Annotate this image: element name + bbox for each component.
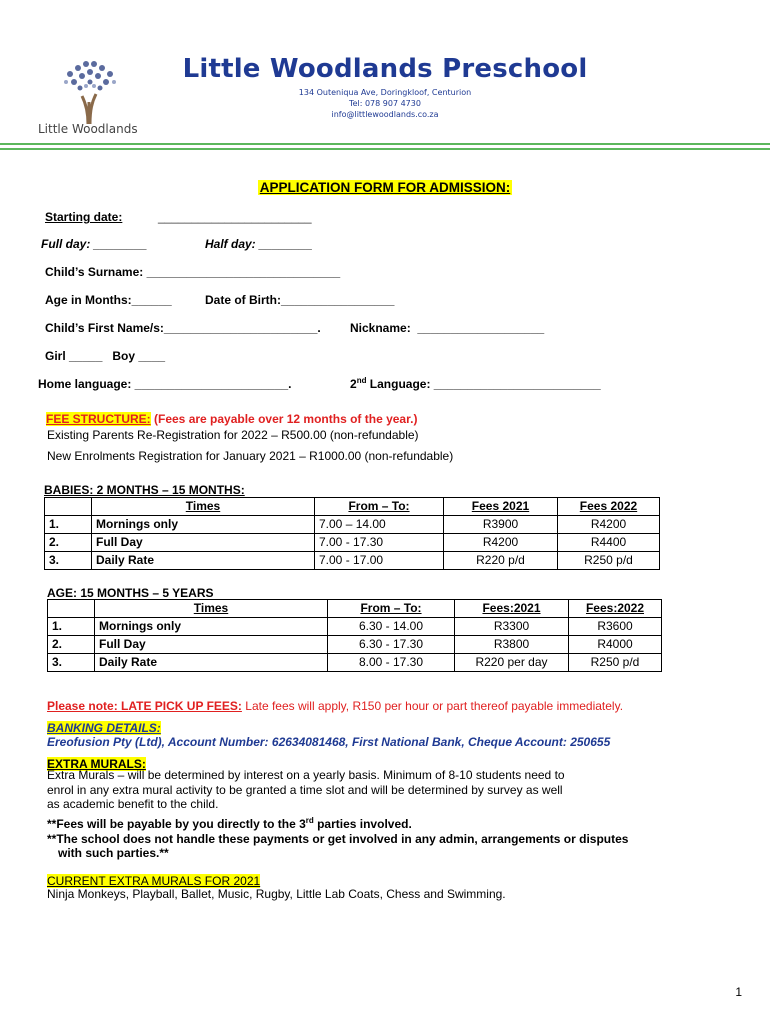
existing-parents-fee: Existing Parents Re-Registration for 2022 – R500.00 (non-refundable) [47, 428, 419, 442]
table-row [48, 618, 662, 636]
table-cell: 2. [45, 534, 92, 552]
table-header: Fees:2021 [455, 600, 569, 618]
school-email: info@littlewoodlands.co.za [331, 110, 439, 119]
extra-murals-notes: **Fees will be payable by you directly to the 3rd parties involved. **The school does not handle these payments or get involved in any admin, arrangements or disputes with such parties.** [47, 816, 629, 860]
current-murals-list: Ninja Monkeys, Playball, Ballet, Music, Rugby, Little Lab Coats, Chess and Swimming. [47, 887, 506, 901]
table-cell: R3900 [444, 516, 558, 534]
table-row [48, 654, 662, 672]
table-header: Fees 2022 [558, 498, 660, 516]
table-row [45, 552, 660, 570]
table-cell: R3600 [569, 618, 662, 636]
table-cell [48, 600, 95, 618]
table-header: Fees 2021 [444, 498, 558, 516]
logo-caption: Little Woodlands [38, 122, 138, 136]
table-cell: R250 p/d [558, 552, 660, 570]
table-cell: 7.00 – 14.00 [315, 516, 444, 534]
table-cell: Full Day [95, 636, 328, 654]
table-cell: R4400 [558, 534, 660, 552]
header-divider-bottom [0, 148, 770, 150]
table-row [48, 600, 662, 618]
table-cell: Mornings only [95, 618, 328, 636]
table-cell: R3800 [455, 636, 569, 654]
banking-details: Ereofusion Pty (Ltd), Account Number: 62634081468, First National Bank, Cheque Account: 250655 [47, 735, 611, 749]
table-cell: R250 p/d [569, 654, 662, 672]
table-row [45, 534, 660, 552]
table-cell: Daily Rate [95, 654, 328, 672]
table-cell: Mornings only [92, 516, 315, 534]
late-pickup-notice: Please note: LATE PICK UP FEES: Late fees will apply, R150 per hour or part thereof payable immediately. [47, 699, 624, 713]
half-day-field[interactable]: Half day: ________ [205, 237, 313, 251]
table-cell: R220 per day [455, 654, 569, 672]
date-of-birth-field[interactable]: Date of Birth:_________________ [205, 293, 395, 307]
age-table-caption: AGE: 15 MONTHS – 5 YEARS [47, 586, 214, 600]
table-header: From – To: [328, 600, 455, 618]
starting-date-field[interactable]: _______________________ [158, 210, 312, 224]
table-cell: Full Day [92, 534, 315, 552]
table-row [45, 498, 660, 516]
table-cell: R3300 [455, 618, 569, 636]
babies-fee-table [44, 497, 660, 570]
table-row [48, 636, 662, 654]
babies-table-caption: BABIES: 2 MONTHS – 15 MONTHS: [44, 483, 245, 497]
age-fee-table [47, 599, 662, 672]
table-cell: 6.30 - 14.00 [328, 618, 455, 636]
table-cell: R220 p/d [444, 552, 558, 570]
table-cell: 1. [45, 516, 92, 534]
table-cell: 6.30 - 17.30 [328, 636, 455, 654]
current-murals-heading: CURRENT EXTRA MURALS FOR 2021 [47, 874, 261, 888]
starting-date-label: Starting date: [45, 210, 123, 224]
school-phone: Tel: 078 907 4730 [349, 99, 421, 108]
table-cell: 8.00 - 17.30 [328, 654, 455, 672]
table-cell [45, 498, 92, 516]
extra-murals-heading: EXTRA MURALS: [47, 757, 146, 771]
table-cell: R4200 [444, 534, 558, 552]
fee-structure-heading: FEE STRUCTURE: (Fees are payable over 12 months of the year.) [46, 412, 418, 426]
child-surname-field[interactable]: Child’s Surname: _____________________________ [45, 265, 341, 279]
table-header: Fees:2022 [569, 600, 662, 618]
table-header: Times [92, 498, 315, 516]
page-number: 1 [735, 985, 742, 999]
table-cell: 1. [48, 618, 95, 636]
table-cell: 7.00 - 17.00 [315, 552, 444, 570]
table-cell: R4200 [558, 516, 660, 534]
table-cell: 7.00 - 17.30 [315, 534, 444, 552]
age-in-months-field[interactable]: Age in Months:______ [45, 293, 172, 307]
school-address: 134 Outeniqua Ave, Doringkloof, Centurion [298, 88, 472, 97]
child-first-name-field[interactable]: Child’s First Name/s:_______________________. [45, 321, 321, 335]
full-day-field[interactable]: Full day: ________ [41, 237, 148, 251]
table-header: Times [95, 600, 328, 618]
table-header: From – To: [315, 498, 444, 516]
home-language-field[interactable]: Home language: _______________________. [38, 377, 292, 391]
form-title: APPLICATION FORM FOR ADMISSION: [259, 180, 511, 195]
table-cell: 3. [48, 654, 95, 672]
nickname-field[interactable]: Nickname: ___________________ [350, 321, 545, 335]
header-divider-top [0, 143, 770, 145]
table-cell: 3. [45, 552, 92, 570]
school-name: Little Woodlands Preschool [182, 54, 588, 84]
extra-murals-description: Extra Murals – will be determined by interest on a yearly basis. Minimum of 8-10 students need to enrol in any extra mural activity to be granted a time slot and will be determined by survey as well as academic benefit to the child. [47, 768, 565, 811]
banking-heading: BANKING DETAILS: [47, 721, 161, 735]
table-cell: 2. [48, 636, 95, 654]
new-enrolments-fee: New Enrolments Registration for January 2021 – R1000.00 (non-refundable) [47, 449, 454, 463]
table-row [45, 516, 660, 534]
gender-field[interactable]: Girl _____ Boy ____ [45, 349, 166, 363]
table-cell: Daily Rate [92, 552, 315, 570]
table-cell: R4000 [569, 636, 662, 654]
second-language-field[interactable]: 2nd Language: _________________________ [350, 376, 601, 391]
